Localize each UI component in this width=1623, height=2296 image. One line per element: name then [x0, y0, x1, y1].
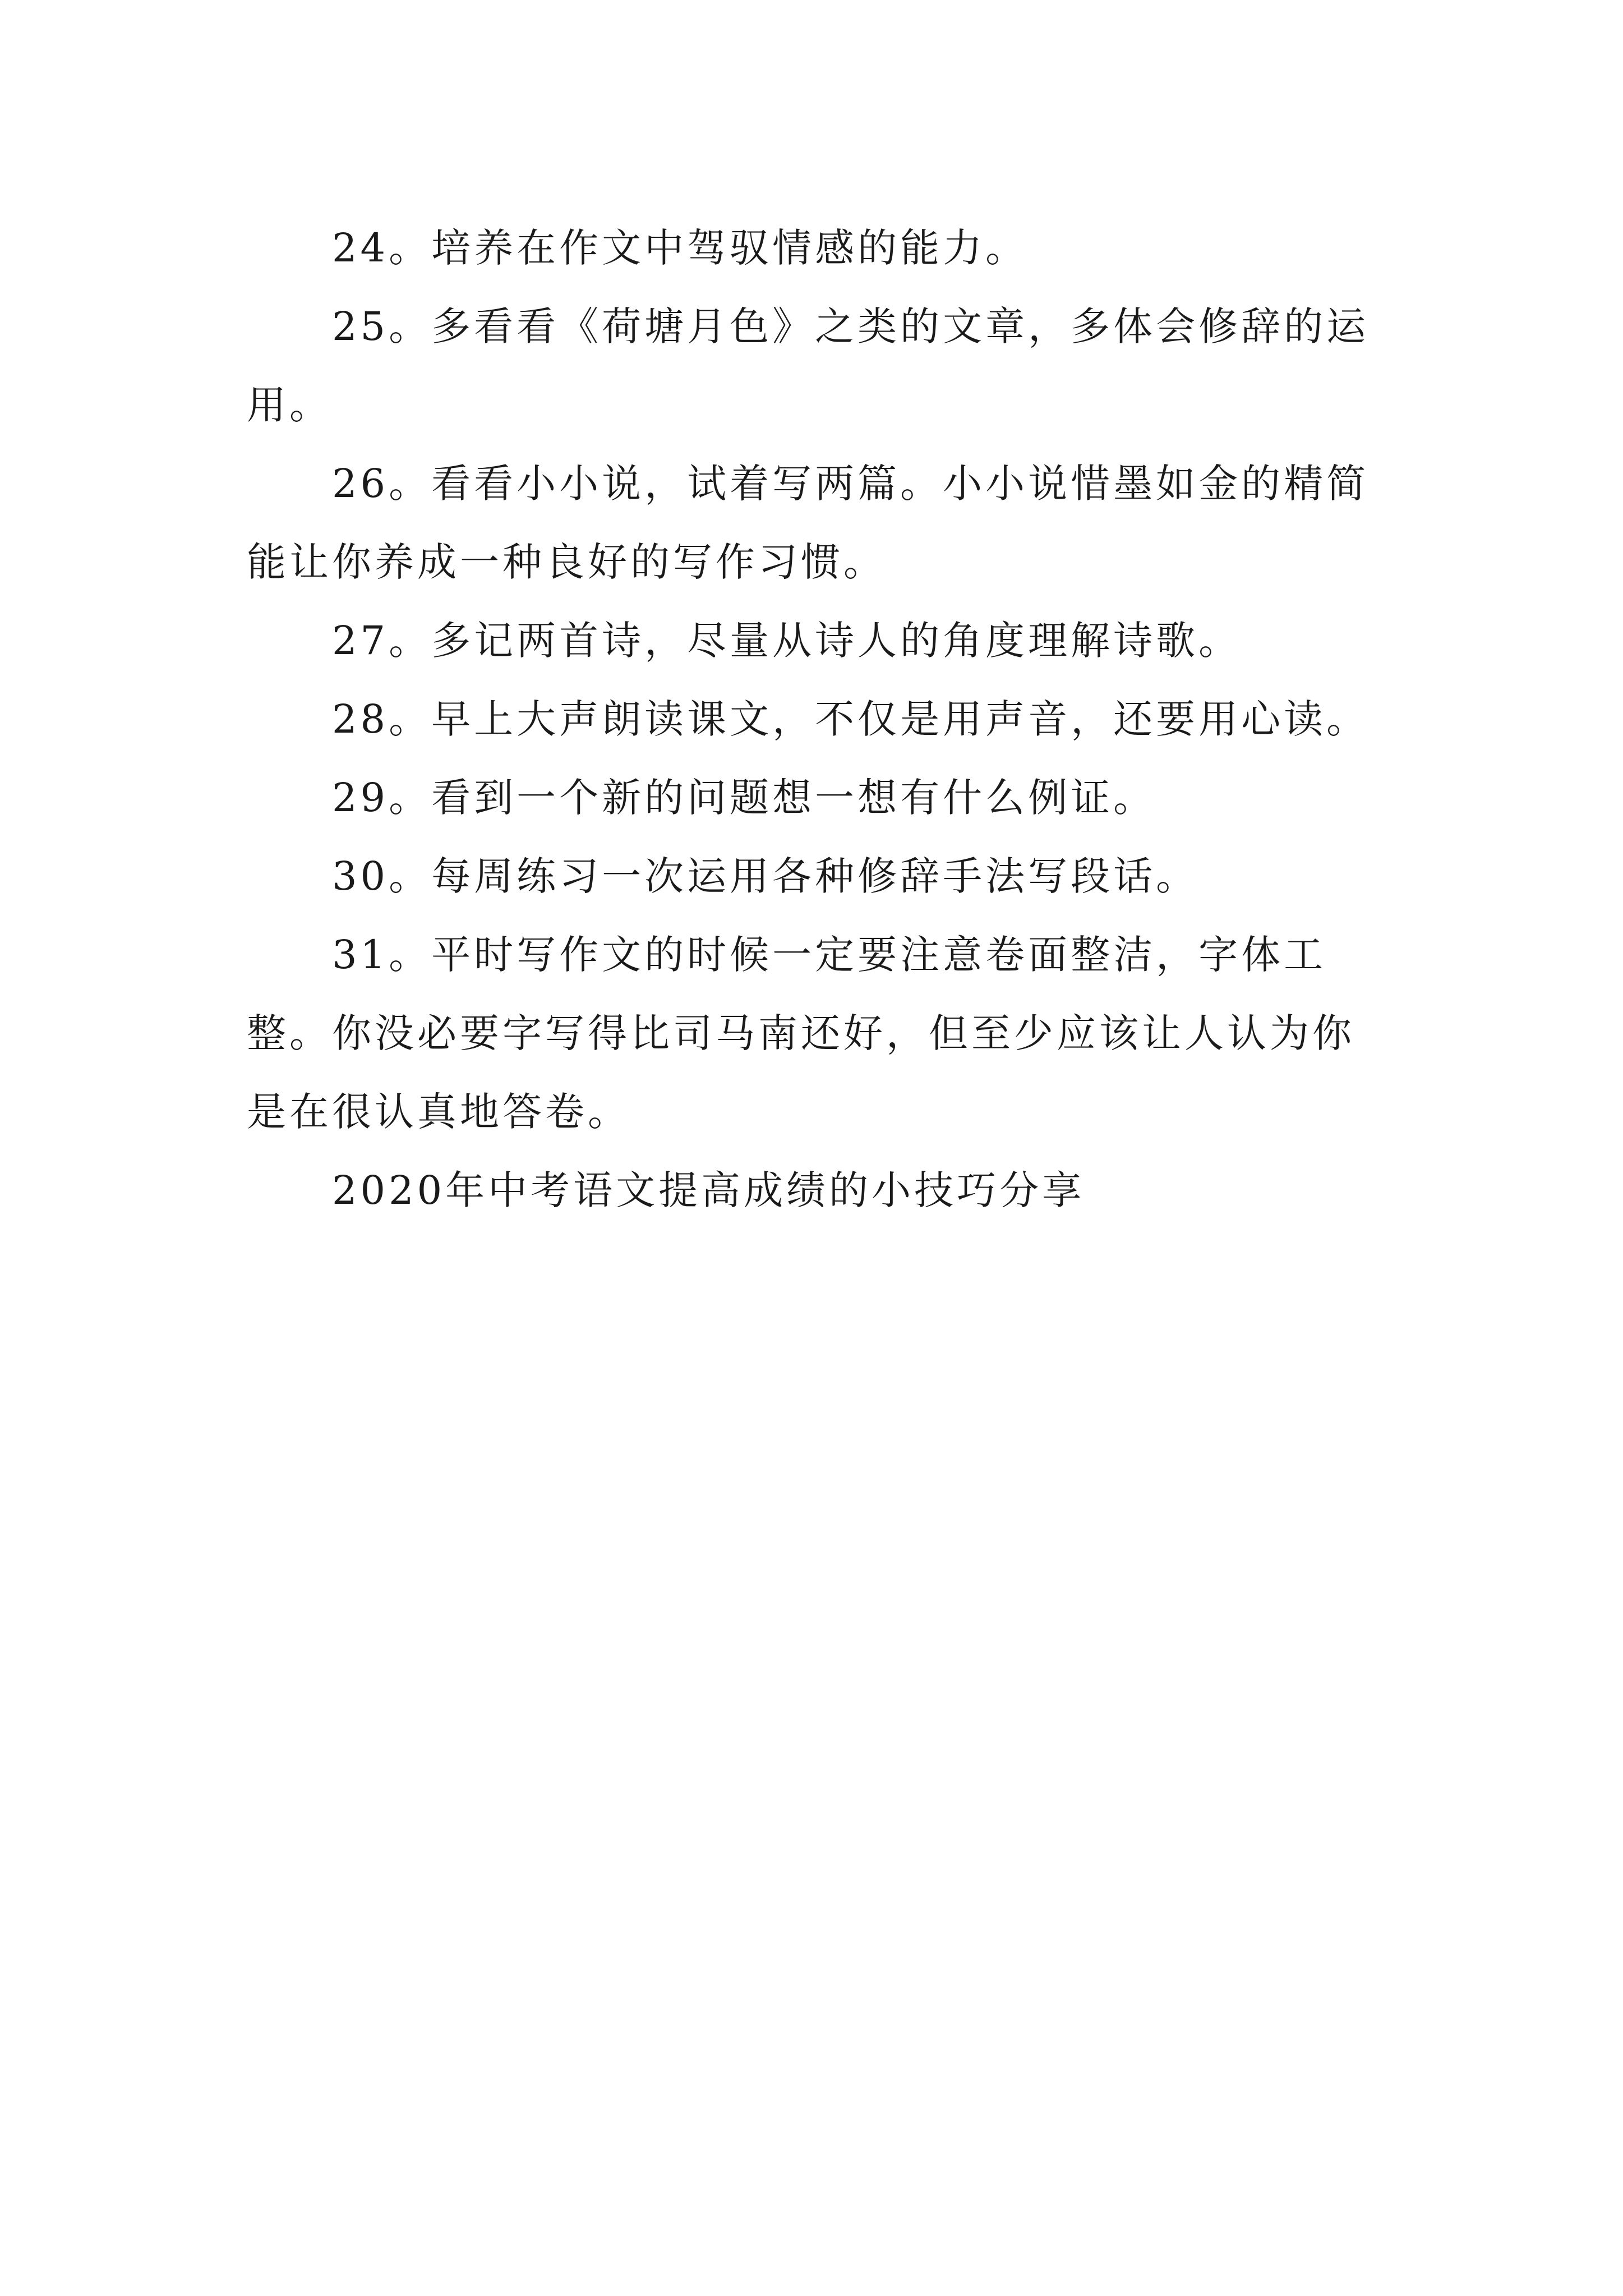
tip-24: 24。培养在作文中驾驭情感的能力。	[332, 225, 1029, 271]
tip-26: 26。看看小小说，试着写两篇。小小说惜墨如金的精简能让你养成一种良好的写作习惯。	[247, 461, 1370, 585]
tip-30: 30。每周练习一次运用各种修辞手法写段话。	[332, 853, 1199, 899]
tip-28: 28。早上大声朗读课文，不仅是用声音，还要用心读。	[332, 696, 1370, 742]
document-title-footer: 2020年中考语文提高成绩的小技巧分享	[332, 1167, 1085, 1213]
document-body	[247, 209, 1385, 1230]
tip-27: 27。多记两首诗，尽量从诗人的角度理解诗歌。	[332, 618, 1242, 664]
tip-31: 31。平时写作文的时候一定要注意卷面整洁，字体工整。你没必要字写得比司马南还好，但至少应该让人认为你是在很认真地答卷。	[247, 932, 1355, 1135]
tip-25: 25。多看看《荷塘月色》之类的文章，多体会修辞的运用。	[247, 303, 1370, 428]
tip-29: 29。看到一个新的问题想一想有什么例证。	[332, 775, 1156, 821]
